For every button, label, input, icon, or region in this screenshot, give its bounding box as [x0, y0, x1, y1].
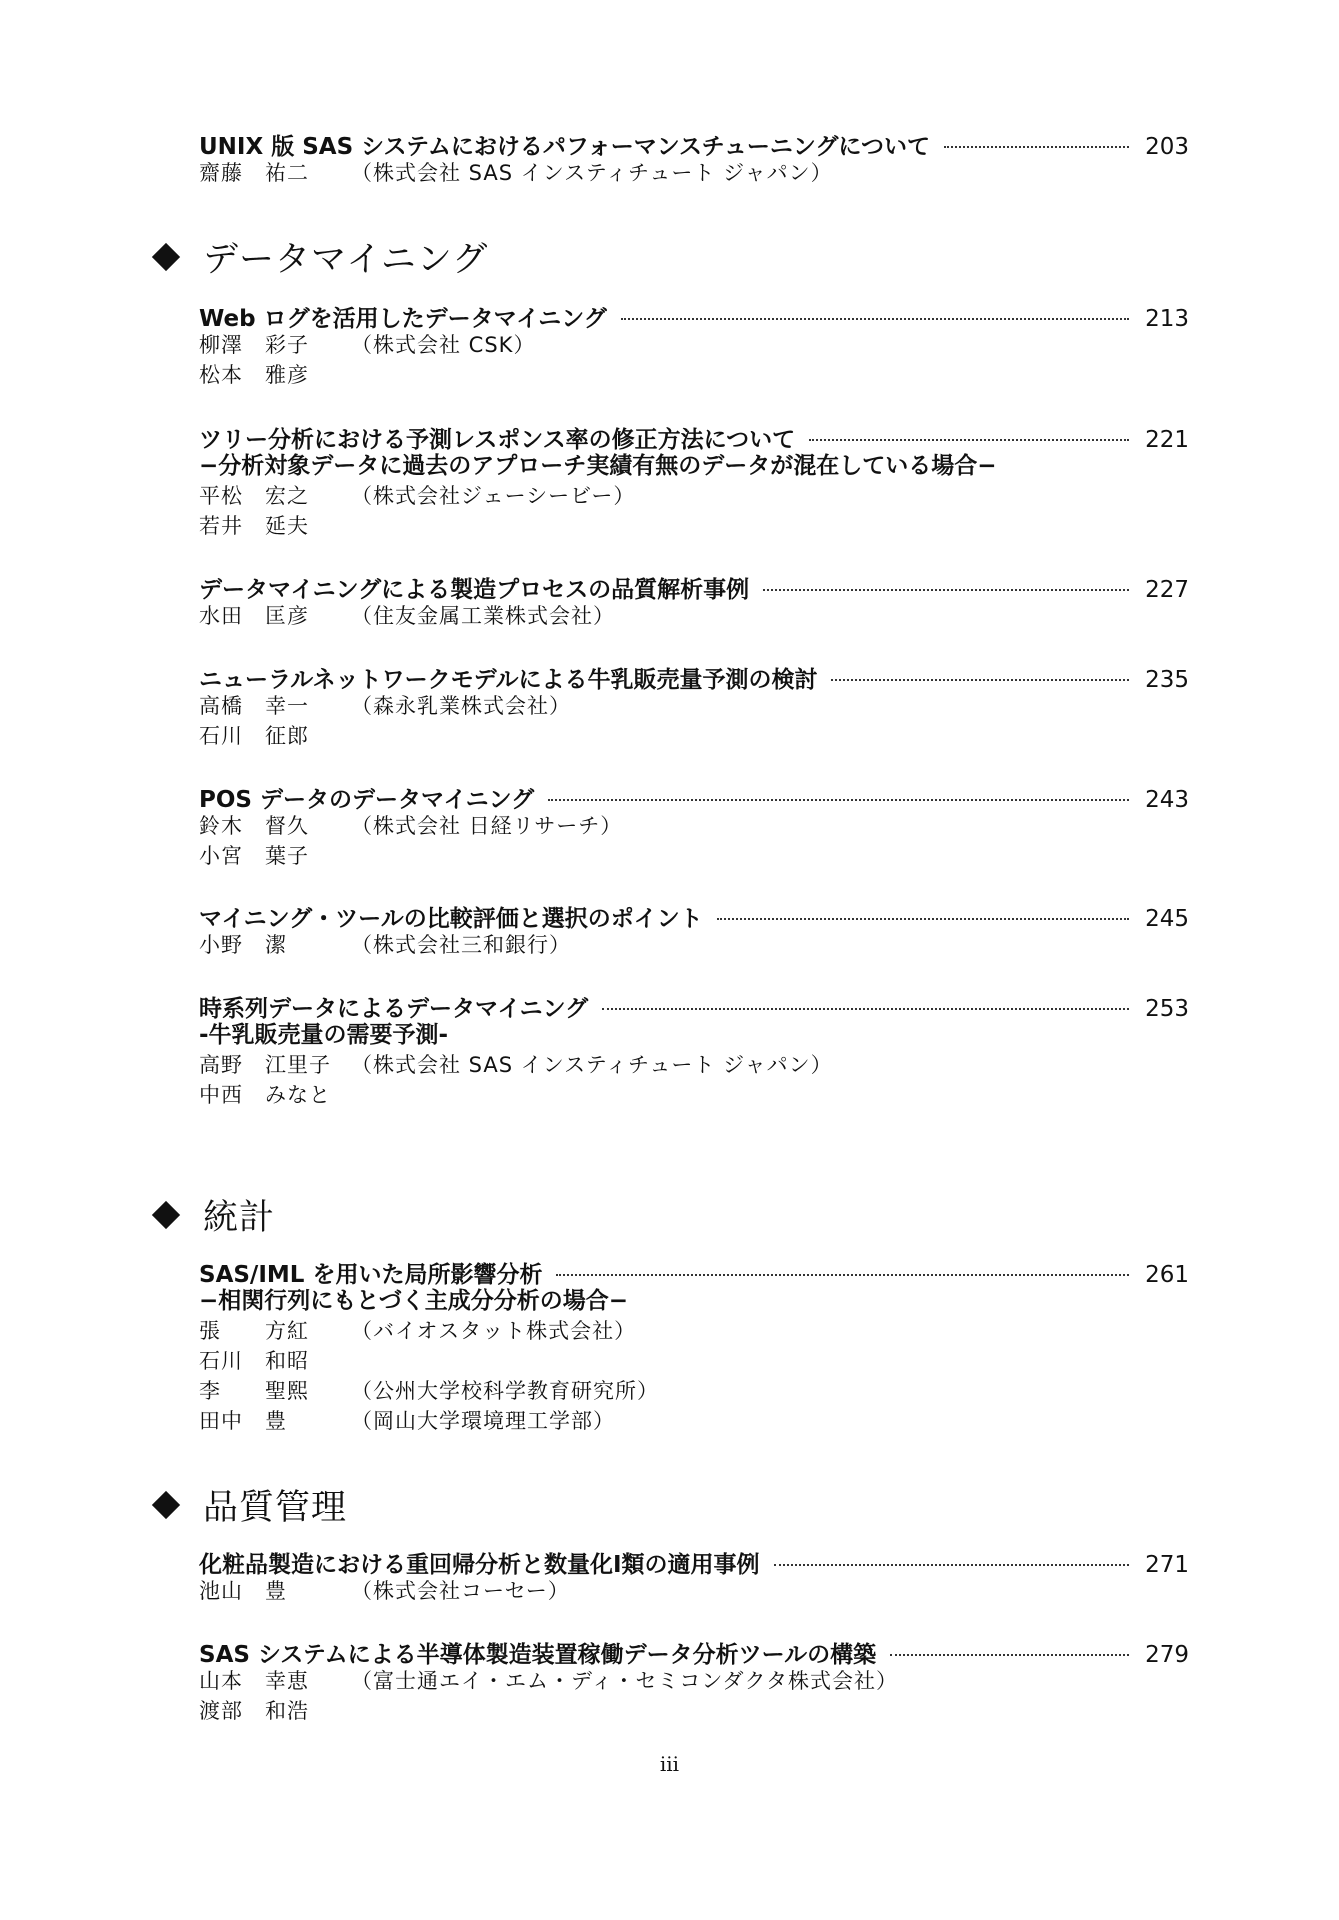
dot-leader: [890, 1654, 1129, 1656]
author-line: [199, 1696, 1189, 1726]
author-line: [199, 1406, 1189, 1436]
dot-leader: [809, 439, 1129, 441]
entry-title: 化粧品製造における重回帰分析と数量化Ⅰ類の適用事例: [199, 1552, 760, 1578]
entry-title: UNIX 版 SAS システムにおけるパフォーマンスチューニングについて: [199, 134, 930, 160]
author-name: 中西 みなと: [199, 1083, 331, 1107]
author-line: [199, 330, 1189, 360]
toc-entry: [199, 571, 1189, 631]
author-name: 山本 幸恵: [199, 1669, 309, 1693]
author-name: 池山 豊: [199, 1579, 287, 1603]
entry-title: マイニング・ツールの比較評価と選択のポイント: [199, 906, 703, 932]
author-name: 小野 潔: [199, 933, 287, 957]
entry-title: SAS システムによる半導体製造装置稼働データ分析ツールの構築: [199, 1642, 877, 1668]
author-affiliation: （株式会社 CSK）: [351, 333, 536, 357]
author-line: [199, 481, 1189, 511]
author-affiliation: （株式会社三和銀行）: [351, 933, 571, 957]
entry-page-number: 245: [1145, 906, 1189, 932]
entry-page-number: 253: [1145, 996, 1189, 1022]
author-name: 高野 江里子: [199, 1053, 331, 1077]
section-heading: [152, 1191, 275, 1239]
author-line: [199, 1346, 1189, 1376]
dot-leader: [621, 318, 1129, 320]
diamond-bullet-icon: [152, 1201, 180, 1229]
entry-page-number: 271: [1145, 1552, 1189, 1578]
author-name: 石川 和昭: [199, 1349, 309, 1373]
dot-leader: [548, 799, 1129, 801]
toc-entry: [199, 990, 1189, 1110]
author-line: [199, 1666, 1189, 1696]
author-affiliation: （株式会社 SAS インスティチュート ジャパン）: [351, 1053, 833, 1077]
section-heading: [152, 233, 488, 281]
author-affiliation: （森永乳業株式会社）: [351, 694, 571, 718]
author-name: 高橋 幸一: [199, 694, 309, 718]
author-line: [199, 1316, 1189, 1346]
entry-title: ニューラルネットワークモデルによる牛乳販売量予測の検討: [199, 667, 818, 693]
author-name: 平松 宏之: [199, 484, 309, 508]
dot-leader: [602, 1008, 1129, 1010]
author-name: 若井 延夫: [199, 514, 309, 538]
author-name: 田中 豊: [199, 1409, 287, 1433]
entry-page-number: 227: [1145, 577, 1189, 603]
author-line: [199, 601, 1189, 631]
entry-page-number: 235: [1145, 667, 1189, 693]
entry-page-number: 243: [1145, 787, 1189, 813]
dot-leader: [831, 679, 1129, 681]
toc-entry: [199, 128, 1189, 188]
author-line: [199, 511, 1189, 541]
toc-entry: [199, 1636, 1189, 1726]
author-affiliation: （バイオスタット株式会社）: [351, 1319, 637, 1343]
dot-leader: [944, 146, 1129, 148]
entry-title: データマイニングによる製造プロセスの品質解析事例: [199, 577, 750, 603]
author-name: 鈴木 督久: [199, 814, 309, 838]
diamond-bullet-icon: [152, 1491, 180, 1519]
entry-title: 時系列データによるデータマイニング: [199, 996, 589, 1022]
entry-title: Web ログを活用したデータマイニング: [199, 306, 607, 332]
entry-page-number: 279: [1145, 1642, 1189, 1668]
author-affiliation: （株式会社コーセー）: [351, 1579, 570, 1603]
toc-entry: [199, 1546, 1189, 1606]
author-line: [199, 1576, 1189, 1606]
dot-leader: [717, 918, 1129, 920]
entry-subtitle: −分析対象データに過去のアプローチ実績有無のデータが混在している場合−: [199, 453, 997, 479]
entry-page-number: 203: [1145, 134, 1189, 160]
author-line: [199, 841, 1189, 871]
author-name: 張 方紅: [199, 1319, 309, 1343]
author-line: [199, 158, 1189, 188]
author-affiliation: （富士通エイ・エム・ディ・セミコンダクタ株式会社）: [351, 1669, 899, 1693]
author-line: [199, 691, 1189, 721]
author-name: 齋藤 祐二: [199, 161, 309, 185]
section-title: データマイニング: [203, 240, 489, 280]
entry-subtitle: −相関行列にもとづく主成分分析の場合−: [199, 1288, 629, 1314]
author-affiliation: （株式会社 日経リサーチ）: [351, 814, 623, 838]
entry-page-number: 261: [1145, 1262, 1189, 1288]
section-heading: [152, 1481, 347, 1529]
toc-entry: [199, 421, 1189, 541]
toc-entry: [199, 900, 1189, 960]
author-affiliation: （公州大学校科学教育研究所）: [351, 1379, 659, 1403]
toc-entry: [199, 1256, 1189, 1436]
diamond-bullet-icon: [152, 243, 180, 271]
toc-entry: [199, 300, 1189, 390]
toc-entry: [199, 661, 1189, 751]
entry-title: SAS/IML を用いた局所影響分析: [199, 1262, 543, 1288]
section-title: 品質管理: [203, 1488, 348, 1528]
entry-subtitle: -牛乳販売量の需要予測-: [199, 1022, 449, 1048]
author-affiliation: （株式会社ジェーシービー）: [351, 484, 636, 508]
author-name: 水田 匡彦: [199, 604, 309, 628]
toc-entry: [199, 781, 1189, 871]
author-name: 松本 雅彦: [199, 363, 309, 387]
author-name: 李 聖熙: [199, 1379, 309, 1403]
author-line: [199, 721, 1189, 751]
author-affiliation: （株式会社 SAS インスティチュート ジャパン）: [351, 161, 833, 185]
dot-leader: [763, 589, 1129, 591]
author-name: 渡部 和浩: [199, 1699, 309, 1723]
section-title: 統計: [203, 1198, 276, 1238]
entry-page-number: 221: [1145, 427, 1189, 453]
author-line: [199, 930, 1189, 960]
page-number-footer: iii: [659, 1752, 680, 1776]
entry-title: POS データのデータマイニング: [199, 787, 535, 813]
author-name: 柳澤 彩子: [199, 333, 309, 357]
entry-title: ツリー分析における予測レスポンス率の修正方法について: [199, 427, 796, 453]
author-line: [199, 1050, 1189, 1080]
author-name: 小宮 葉子: [199, 844, 309, 868]
author-line: [199, 1080, 1189, 1110]
author-line: [199, 1376, 1189, 1406]
dot-leader: [556, 1274, 1129, 1276]
author-name: 石川 征郎: [199, 724, 309, 748]
author-line: [199, 811, 1189, 841]
author-affiliation: （岡山大学環境理工学部）: [351, 1409, 615, 1433]
entry-page-number: 213: [1145, 306, 1189, 332]
dot-leader: [774, 1564, 1129, 1566]
author-affiliation: （住友金属工業株式会社）: [351, 604, 615, 628]
author-line: [199, 360, 1189, 390]
